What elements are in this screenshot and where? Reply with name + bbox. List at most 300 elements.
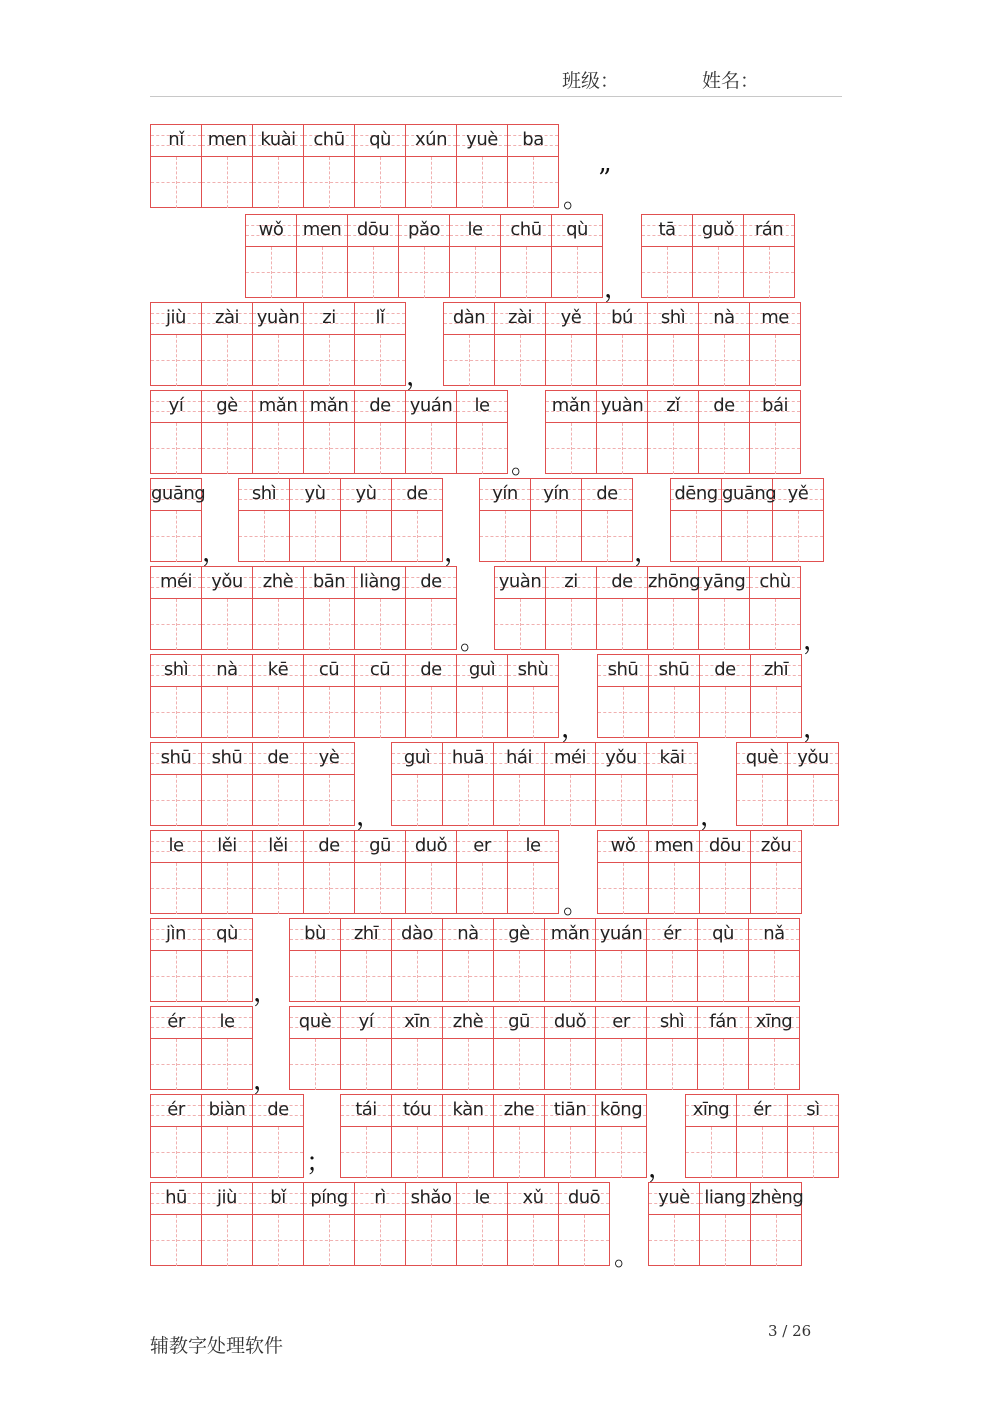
writing-cell[interactable] <box>698 1006 749 1090</box>
writing-cell[interactable] <box>648 390 699 474</box>
writing-cell[interactable] <box>495 566 546 650</box>
hanzi-writing-box[interactable] <box>355 862 405 914</box>
writing-cell[interactable] <box>151 1094 202 1178</box>
hanzi-writing-box[interactable] <box>443 950 493 1002</box>
hanzi-writing-box[interactable] <box>545 774 595 826</box>
writing-cell[interactable] <box>151 654 202 738</box>
writing-cell[interactable] <box>545 1006 596 1090</box>
writing-cell[interactable] <box>202 124 253 208</box>
writing-cell[interactable] <box>552 214 603 298</box>
hanzi-writing-box[interactable] <box>202 1126 252 1178</box>
hanzi-writing-box[interactable] <box>596 950 646 1002</box>
hanzi-writing-box[interactable] <box>253 334 303 386</box>
hanzi-writing-box[interactable] <box>552 246 602 298</box>
writing-cell[interactable] <box>480 478 531 562</box>
writing-cell[interactable] <box>700 654 751 738</box>
writing-cell[interactable] <box>751 1182 802 1266</box>
hanzi-writing-box[interactable] <box>253 156 303 208</box>
writing-cell[interactable] <box>750 390 801 474</box>
writing-cell[interactable] <box>443 742 494 826</box>
hanzi-writing-box[interactable] <box>598 686 648 738</box>
writing-cell[interactable] <box>355 566 406 650</box>
hanzi-writing-box[interactable] <box>253 422 303 474</box>
hanzi-writing-box[interactable] <box>355 334 405 386</box>
hanzi-writing-box[interactable] <box>722 510 772 562</box>
hanzi-writing-box[interactable] <box>457 686 507 738</box>
hanzi-writing-box[interactable] <box>202 950 252 1002</box>
writing-cell[interactable] <box>246 214 297 298</box>
writing-cell[interactable] <box>700 830 751 914</box>
hanzi-writing-box[interactable] <box>290 510 340 562</box>
writing-cell[interactable] <box>597 566 648 650</box>
hanzi-writing-box[interactable] <box>341 950 391 1002</box>
writing-cell[interactable] <box>596 1006 647 1090</box>
writing-cell[interactable] <box>546 302 597 386</box>
writing-cell[interactable] <box>341 918 392 1002</box>
hanzi-writing-box[interactable] <box>450 246 500 298</box>
hanzi-writing-box[interactable] <box>744 246 794 298</box>
writing-cell[interactable] <box>531 478 582 562</box>
hanzi-writing-box[interactable] <box>546 422 596 474</box>
writing-cell[interactable] <box>649 654 700 738</box>
writing-cell[interactable] <box>546 390 597 474</box>
hanzi-writing-box[interactable] <box>508 156 558 208</box>
writing-cell[interactable] <box>253 566 304 650</box>
hanzi-writing-box[interactable] <box>392 774 442 826</box>
writing-cell[interactable] <box>202 1006 253 1090</box>
writing-cell[interactable] <box>202 1094 253 1178</box>
hanzi-writing-box[interactable] <box>597 422 647 474</box>
writing-cell[interactable] <box>546 566 597 650</box>
hanzi-writing-box[interactable] <box>495 598 545 650</box>
writing-cell[interactable] <box>253 1182 304 1266</box>
writing-cell[interactable] <box>457 1182 508 1266</box>
writing-cell[interactable] <box>355 830 406 914</box>
writing-cell[interactable] <box>392 742 443 826</box>
hanzi-writing-box[interactable] <box>444 334 494 386</box>
hanzi-writing-box[interactable] <box>392 950 442 1002</box>
hanzi-writing-box[interactable] <box>341 510 391 562</box>
writing-cell[interactable] <box>392 478 443 562</box>
writing-cell[interactable] <box>686 1094 737 1178</box>
hanzi-writing-box[interactable] <box>597 598 647 650</box>
hanzi-writing-box[interactable] <box>598 862 648 914</box>
writing-cell[interactable] <box>647 918 698 1002</box>
writing-cell[interactable] <box>290 1006 341 1090</box>
tian-grid-vertical-guide <box>776 1215 777 1266</box>
writing-cell[interactable] <box>647 742 698 826</box>
hanzi-writing-box[interactable] <box>508 1214 558 1266</box>
writing-cell[interactable] <box>642 214 693 298</box>
hanzi-writing-box[interactable] <box>494 1126 544 1178</box>
hanzi-writing-box[interactable] <box>648 422 698 474</box>
writing-cell[interactable] <box>750 566 801 650</box>
writing-cell[interactable] <box>598 830 649 914</box>
hanzi-writing-box[interactable] <box>202 156 252 208</box>
hanzi-writing-box[interactable] <box>596 1038 646 1090</box>
writing-cell[interactable] <box>693 214 744 298</box>
hanzi-writing-box[interactable] <box>773 510 823 562</box>
writing-cell[interactable] <box>494 1006 545 1090</box>
writing-cell[interactable] <box>341 1006 392 1090</box>
writing-cell[interactable] <box>700 1182 751 1266</box>
writing-cell[interactable] <box>457 390 508 474</box>
writing-cell[interactable] <box>647 1006 698 1090</box>
hanzi-writing-box[interactable] <box>355 686 405 738</box>
hanzi-writing-box[interactable] <box>392 510 442 562</box>
writing-cell[interactable] <box>406 654 457 738</box>
writing-cell[interactable] <box>508 1182 559 1266</box>
writing-cell[interactable] <box>443 1094 494 1178</box>
hanzi-writing-box[interactable] <box>290 1038 340 1090</box>
hanzi-writing-box[interactable] <box>253 686 303 738</box>
hanzi-writing-box[interactable] <box>355 422 405 474</box>
pinyin-syllable: de <box>267 1099 289 1120</box>
hanzi-writing-box[interactable] <box>698 1038 748 1090</box>
hanzi-writing-box[interactable] <box>151 510 201 562</box>
hanzi-writing-box[interactable] <box>304 686 354 738</box>
hanzi-writing-box[interactable] <box>202 598 252 650</box>
hanzi-writing-box[interactable] <box>151 422 201 474</box>
hanzi-writing-box[interactable] <box>686 1126 736 1178</box>
hanzi-writing-box[interactable] <box>647 950 697 1002</box>
hanzi-writing-box[interactable] <box>494 774 544 826</box>
hanzi-writing-box[interactable] <box>699 598 749 650</box>
writing-cell[interactable] <box>304 302 355 386</box>
writing-cell[interactable] <box>737 1094 788 1178</box>
hanzi-writing-box[interactable] <box>202 774 252 826</box>
hanzi-writing-box[interactable] <box>700 1214 750 1266</box>
hanzi-writing-box[interactable] <box>751 686 801 738</box>
hanzi-writing-box[interactable] <box>253 774 303 826</box>
writing-cell[interactable] <box>699 390 750 474</box>
hanzi-writing-box[interactable] <box>749 1038 799 1090</box>
writing-cell[interactable] <box>253 124 304 208</box>
hanzi-writing-box[interactable] <box>737 1126 787 1178</box>
writing-cell[interactable] <box>304 742 355 826</box>
hanzi-writing-box[interactable] <box>406 156 456 208</box>
writing-cell[interactable] <box>151 918 202 1002</box>
hanzi-writing-box[interactable] <box>649 862 699 914</box>
hanzi-writing-box[interactable] <box>545 1126 595 1178</box>
writing-cell[interactable] <box>671 478 722 562</box>
writing-cell[interactable] <box>202 302 253 386</box>
writing-cell[interactable] <box>596 918 647 1002</box>
writing-cell[interactable] <box>545 918 596 1002</box>
hanzi-writing-box[interactable] <box>443 774 493 826</box>
writing-cell[interactable] <box>253 830 304 914</box>
hanzi-writing-box[interactable] <box>253 1126 303 1178</box>
hanzi-writing-box[interactable] <box>788 1126 838 1178</box>
writing-cell[interactable] <box>597 302 648 386</box>
writing-cell[interactable] <box>773 478 824 562</box>
writing-cell[interactable] <box>744 214 795 298</box>
writing-cell[interactable] <box>545 1094 596 1178</box>
writing-cell[interactable] <box>596 742 647 826</box>
hanzi-writing-box[interactable] <box>649 686 699 738</box>
writing-cell[interactable] <box>406 390 457 474</box>
writing-cell[interactable] <box>597 390 648 474</box>
hanzi-writing-box[interactable] <box>348 246 398 298</box>
writing-cell[interactable] <box>494 742 545 826</box>
hanzi-writing-box[interactable] <box>648 598 698 650</box>
hanzi-writing-box[interactable] <box>751 862 801 914</box>
writing-cell[interactable] <box>392 1006 443 1090</box>
writing-cell[interactable] <box>457 830 508 914</box>
hanzi-writing-box[interactable] <box>406 686 456 738</box>
hanzi-writing-box[interactable] <box>699 422 749 474</box>
writing-cell[interactable] <box>202 566 253 650</box>
hanzi-writing-box[interactable] <box>341 1126 391 1178</box>
hanzi-writing-box[interactable] <box>304 334 354 386</box>
writing-cell[interactable] <box>699 566 750 650</box>
writing-cell[interactable] <box>494 1094 545 1178</box>
hanzi-writing-box[interactable] <box>304 1214 354 1266</box>
writing-cell[interactable] <box>749 918 800 1002</box>
hanzi-writing-box[interactable] <box>253 598 303 650</box>
writing-cell[interactable] <box>202 654 253 738</box>
hanzi-writing-box[interactable] <box>457 156 507 208</box>
writing-cell[interactable] <box>545 742 596 826</box>
writing-cell[interactable] <box>457 124 508 208</box>
hanzi-writing-box[interactable] <box>392 1038 442 1090</box>
writing-cell[interactable] <box>253 390 304 474</box>
writing-cell[interactable] <box>355 1182 406 1266</box>
hanzi-writing-box[interactable] <box>406 1214 456 1266</box>
hanzi-writing-box[interactable] <box>406 862 456 914</box>
writing-cell[interactable] <box>392 918 443 1002</box>
writing-cell[interactable] <box>648 302 699 386</box>
hanzi-writing-box[interactable] <box>546 334 596 386</box>
hanzi-writing-box[interactable] <box>698 950 748 1002</box>
hanzi-writing-box[interactable] <box>788 774 838 826</box>
writing-cell[interactable] <box>559 1182 610 1266</box>
writing-cell[interactable] <box>355 302 406 386</box>
writing-cell[interactable] <box>290 918 341 1002</box>
writing-cell[interactable] <box>253 302 304 386</box>
hanzi-writing-box[interactable] <box>341 1038 391 1090</box>
writing-cell[interactable] <box>151 390 202 474</box>
hanzi-writing-box[interactable] <box>494 1038 544 1090</box>
writing-cell[interactable] <box>399 214 450 298</box>
hanzi-writing-box[interactable] <box>253 862 303 914</box>
writing-cell[interactable] <box>582 478 633 562</box>
writing-cell[interactable] <box>749 1006 800 1090</box>
hanzi-writing-box[interactable] <box>246 246 296 298</box>
hanzi-writing-box[interactable] <box>151 1126 201 1178</box>
writing-cell[interactable] <box>202 830 253 914</box>
hanzi-writing-box[interactable] <box>151 334 201 386</box>
writing-cell[interactable] <box>392 1094 443 1178</box>
hanzi-writing-box[interactable] <box>202 1038 252 1090</box>
hanzi-writing-box[interactable] <box>151 686 201 738</box>
writing-cell[interactable] <box>151 302 202 386</box>
hanzi-writing-box[interactable] <box>202 422 252 474</box>
hanzi-writing-box[interactable] <box>151 774 201 826</box>
writing-cell[interactable] <box>406 1182 457 1266</box>
hanzi-writing-box[interactable] <box>582 510 632 562</box>
hanzi-writing-box[interactable] <box>202 862 252 914</box>
hanzi-writing-box[interactable] <box>297 246 347 298</box>
writing-cell[interactable] <box>202 390 253 474</box>
writing-cell[interactable] <box>406 830 457 914</box>
writing-cell[interactable] <box>304 124 355 208</box>
hanzi-writing-box[interactable] <box>545 1038 595 1090</box>
writing-cell[interactable] <box>648 566 699 650</box>
writing-cell[interactable] <box>297 214 348 298</box>
hanzi-writing-box[interactable] <box>355 598 405 650</box>
writing-cell[interactable] <box>649 1182 700 1266</box>
writing-cell[interactable] <box>355 390 406 474</box>
hanzi-writing-box[interactable] <box>699 334 749 386</box>
writing-cell[interactable] <box>750 302 801 386</box>
writing-cell[interactable] <box>788 1094 839 1178</box>
hanzi-writing-box[interactable] <box>443 1126 493 1178</box>
hanzi-writing-box[interactable] <box>642 246 692 298</box>
hanzi-writing-box[interactable] <box>737 774 787 826</box>
writing-cell[interactable] <box>202 742 253 826</box>
writing-cell[interactable] <box>202 1182 253 1266</box>
writing-cell[interactable] <box>698 918 749 1002</box>
hanzi-writing-box[interactable] <box>151 156 201 208</box>
writing-cell[interactable] <box>406 124 457 208</box>
writing-cell[interactable] <box>722 478 777 562</box>
writing-cell[interactable] <box>239 478 290 562</box>
hanzi-writing-box[interactable] <box>457 862 507 914</box>
writing-cell[interactable] <box>151 742 202 826</box>
hanzi-writing-box[interactable] <box>151 950 201 1002</box>
writing-cell[interactable] <box>649 830 700 914</box>
hanzi-writing-box[interactable] <box>399 246 449 298</box>
writing-cell[interactable] <box>508 124 559 208</box>
hanzi-writing-box[interactable] <box>355 1214 405 1266</box>
writing-cell[interactable] <box>751 654 802 738</box>
writing-cell[interactable] <box>699 302 750 386</box>
writing-cell[interactable] <box>596 1094 647 1178</box>
writing-cell[interactable] <box>151 830 202 914</box>
writing-cell[interactable] <box>788 742 839 826</box>
hanzi-writing-box[interactable] <box>457 1214 507 1266</box>
writing-cell[interactable] <box>341 478 392 562</box>
hanzi-writing-box[interactable] <box>290 950 340 1002</box>
writing-cell[interactable] <box>304 1182 355 1266</box>
writing-cell[interactable] <box>341 1094 392 1178</box>
hanzi-writing-box[interactable] <box>647 1038 697 1090</box>
hanzi-writing-box[interactable] <box>546 598 596 650</box>
hanzi-writing-box[interactable] <box>494 950 544 1002</box>
hanzi-writing-box[interactable] <box>443 1038 493 1090</box>
hanzi-writing-box[interactable] <box>648 334 698 386</box>
writing-cell[interactable] <box>304 390 355 474</box>
hanzi-writing-box[interactable] <box>392 1126 442 1178</box>
hanzi-writing-box[interactable] <box>649 1214 699 1266</box>
writing-cell[interactable] <box>737 742 788 826</box>
hanzi-writing-box[interactable] <box>693 246 743 298</box>
hanzi-writing-box[interactable] <box>545 950 595 1002</box>
hanzi-writing-box[interactable] <box>202 1214 252 1266</box>
hanzi-writing-box[interactable] <box>151 862 201 914</box>
hanzi-writing-box[interactable] <box>508 686 558 738</box>
writing-cell[interactable] <box>355 124 406 208</box>
writing-cell[interactable] <box>304 654 355 738</box>
hanzi-writing-box[interactable] <box>239 510 289 562</box>
writing-cell[interactable] <box>348 214 399 298</box>
writing-cell[interactable] <box>151 1006 202 1090</box>
hanzi-writing-box[interactable] <box>406 598 456 650</box>
hanzi-writing-box[interactable] <box>202 334 252 386</box>
hanzi-writing-box[interactable] <box>151 1038 201 1090</box>
writing-cell[interactable] <box>304 566 355 650</box>
writing-cell[interactable] <box>151 478 206 562</box>
hanzi-writing-box[interactable] <box>596 1126 646 1178</box>
hanzi-writing-box[interactable] <box>202 686 252 738</box>
writing-cell[interactable] <box>495 302 546 386</box>
writing-cell[interactable] <box>355 654 406 738</box>
writing-cell[interactable] <box>304 830 355 914</box>
hanzi-writing-box[interactable] <box>750 598 800 650</box>
hanzi-writing-box[interactable] <box>508 862 558 914</box>
writing-cell[interactable] <box>501 214 552 298</box>
hanzi-writing-box[interactable] <box>531 510 581 562</box>
hanzi-writing-box[interactable] <box>751 1214 801 1266</box>
hanzi-writing-box[interactable] <box>304 862 354 914</box>
writing-cell[interactable] <box>443 918 494 1002</box>
hanzi-writing-box[interactable] <box>700 686 750 738</box>
hanzi-writing-box[interactable] <box>750 334 800 386</box>
writing-cell[interactable] <box>151 124 202 208</box>
hanzi-writing-box[interactable] <box>749 950 799 1002</box>
writing-cell[interactable] <box>253 742 304 826</box>
hanzi-writing-box[interactable] <box>304 422 354 474</box>
writing-cell[interactable] <box>457 654 508 738</box>
hanzi-writing-box[interactable] <box>671 510 721 562</box>
writing-cell[interactable] <box>151 566 202 650</box>
writing-cell[interactable] <box>290 478 341 562</box>
writing-cell[interactable] <box>508 654 559 738</box>
writing-cell[interactable] <box>598 654 649 738</box>
hanzi-writing-box[interactable] <box>480 510 530 562</box>
hanzi-writing-box[interactable] <box>501 246 551 298</box>
writing-cell[interactable] <box>253 654 304 738</box>
hanzi-writing-box[interactable] <box>457 422 507 474</box>
hanzi-writing-box[interactable] <box>253 1214 303 1266</box>
hanzi-writing-box[interactable] <box>700 862 750 914</box>
writing-cell[interactable] <box>202 918 253 1002</box>
hanzi-writing-box[interactable] <box>647 774 697 826</box>
writing-cell[interactable] <box>450 214 501 298</box>
hanzi-writing-box[interactable] <box>304 598 354 650</box>
hanzi-writing-box[interactable] <box>750 422 800 474</box>
hanzi-writing-box[interactable] <box>495 334 545 386</box>
writing-cell[interactable] <box>151 1182 202 1266</box>
writing-cell[interactable] <box>253 1094 304 1178</box>
hanzi-writing-box[interactable] <box>304 774 354 826</box>
writing-cell[interactable] <box>443 1006 494 1090</box>
writing-cell[interactable] <box>406 566 457 650</box>
writing-cell[interactable] <box>751 830 802 914</box>
hanzi-writing-box[interactable] <box>304 156 354 208</box>
hanzi-writing-box[interactable] <box>355 156 405 208</box>
hanzi-writing-box[interactable] <box>597 334 647 386</box>
hanzi-writing-box[interactable] <box>406 422 456 474</box>
hanzi-writing-box[interactable] <box>596 774 646 826</box>
hanzi-writing-box[interactable] <box>151 1214 201 1266</box>
writing-cell[interactable] <box>494 918 545 1002</box>
hanzi-writing-box[interactable] <box>151 598 201 650</box>
writing-cell[interactable] <box>508 830 559 914</box>
writing-cell[interactable] <box>444 302 495 386</box>
hanzi-writing-box[interactable] <box>559 1214 609 1266</box>
